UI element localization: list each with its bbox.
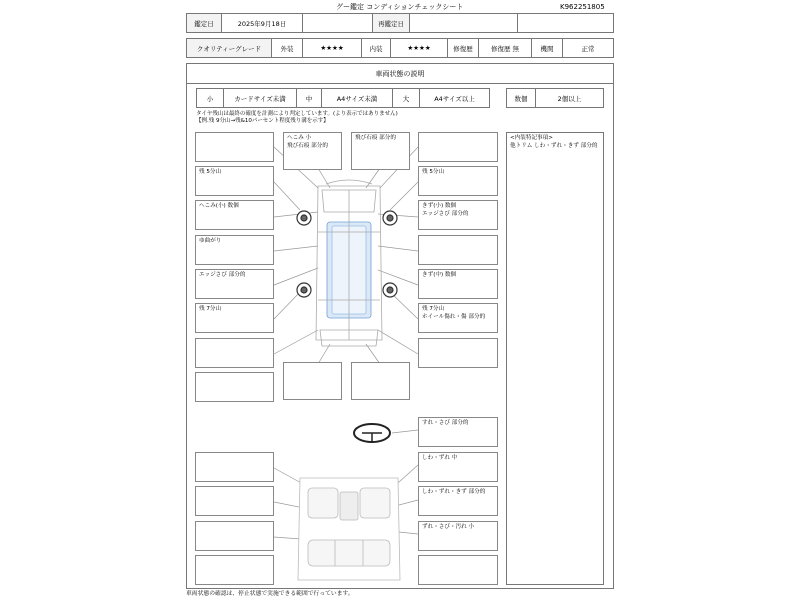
- callout-right-6: 残 7分山 ホイール傷れ・傷 部分的: [418, 303, 498, 333]
- callout-bottom-2: [351, 362, 410, 400]
- callout-right-8: すれ・さび 部分的: [418, 417, 498, 447]
- callout-left-7: [195, 338, 274, 368]
- callout-right-3: きず(小) 数個 エッジさび 部分的: [418, 200, 498, 230]
- note-line-2: 【例.残 9分山→残&10パーセント程度残り溝を示す】: [196, 118, 329, 124]
- repair-value: 修復歴 無: [490, 44, 520, 53]
- doc-title: グー鑑定 コンディションチェックシート: [336, 3, 464, 11]
- steering-wheel-icon: [354, 424, 390, 442]
- callout-left-6: 残 7分山: [195, 303, 274, 333]
- callout-bottom-1: [283, 362, 342, 400]
- tire-rear-right: [383, 283, 397, 297]
- reinspect-label: 再鑑定日: [373, 14, 409, 32]
- repair-label: 修復歴: [453, 44, 473, 53]
- inspect-date-label: 鑑定日: [187, 14, 221, 32]
- section-title: 車両状態の説明: [375, 69, 425, 78]
- callout-left-1: [195, 132, 274, 162]
- size-large: 大: [402, 94, 410, 103]
- footer-note: 車両状態の確認は、停止状態で実施できる範囲で行っています。: [186, 591, 354, 597]
- tire-front-left: [297, 211, 311, 225]
- count-value: 2個以上: [557, 94, 582, 103]
- tire-front-right: [383, 211, 397, 225]
- callout-left-9: [195, 452, 274, 482]
- interior-label: 内装: [369, 44, 383, 53]
- callout-top-1: へこみ 小 飛び石痕 部分的: [283, 132, 342, 170]
- callout-left-4: ゆ曲がり: [195, 235, 274, 265]
- interior-stars: ★★★★: [407, 44, 431, 52]
- callout-top-2: 飛び石痕 部分的: [351, 132, 410, 170]
- count-label: 数個: [514, 94, 528, 103]
- interior-notes-box: [506, 132, 604, 585]
- callout-right-9: しわ・ずれ 中: [418, 452, 498, 482]
- callout-left-11: [195, 521, 274, 551]
- size-large-desc: A4サイズ以上: [434, 94, 475, 103]
- callout-right-4: [418, 235, 498, 265]
- callout-right-11: ずれ・さび・汚れ 小: [418, 521, 498, 551]
- callout-left-3: へこみ(小) 数個: [195, 200, 274, 230]
- callout-right-1: [418, 132, 498, 162]
- size-small-desc: カードサイズ未満: [234, 94, 286, 103]
- doc-id: K962251805: [560, 3, 605, 11]
- engine-label: 機関: [540, 44, 554, 53]
- interior-notes-title: <内装特記事項>: [510, 135, 553, 141]
- size-medium-desc: A4サイズ未満: [336, 94, 378, 103]
- callout-right-7: [418, 338, 498, 368]
- inspect-date-value: 2025年9月18日: [237, 19, 287, 28]
- exterior-stars: ★★★★: [320, 44, 344, 52]
- size-small: 小: [206, 94, 214, 103]
- note-line-1: タイヤ残山は最終の確度を計測により判定しています。(より表示ではありません): [196, 111, 398, 117]
- callout-left-5: エッジさび 部分的: [195, 269, 274, 299]
- quality-label: クオリティーグレード: [187, 39, 271, 57]
- interior-notes-line-1: 他トリム しわ・ずれ・きず 部分的: [510, 142, 598, 149]
- callout-left-2: 残 5分山: [195, 166, 274, 196]
- callout-left-12: [195, 555, 274, 585]
- engine-value: 正常: [581, 44, 595, 53]
- size-medium: 中: [305, 94, 313, 103]
- tire-rear-left: [297, 283, 311, 297]
- exterior-label: 外装: [280, 44, 294, 53]
- callout-right-10: しわ・ずれ・きず 部分的: [418, 486, 498, 516]
- callout-left-8: [195, 372, 274, 402]
- callout-right-5: きず(中) 数個: [418, 269, 498, 299]
- callout-left-10: [195, 486, 274, 516]
- callout-right-2: 残 5分山: [418, 166, 498, 196]
- callout-right-12: [418, 555, 498, 585]
